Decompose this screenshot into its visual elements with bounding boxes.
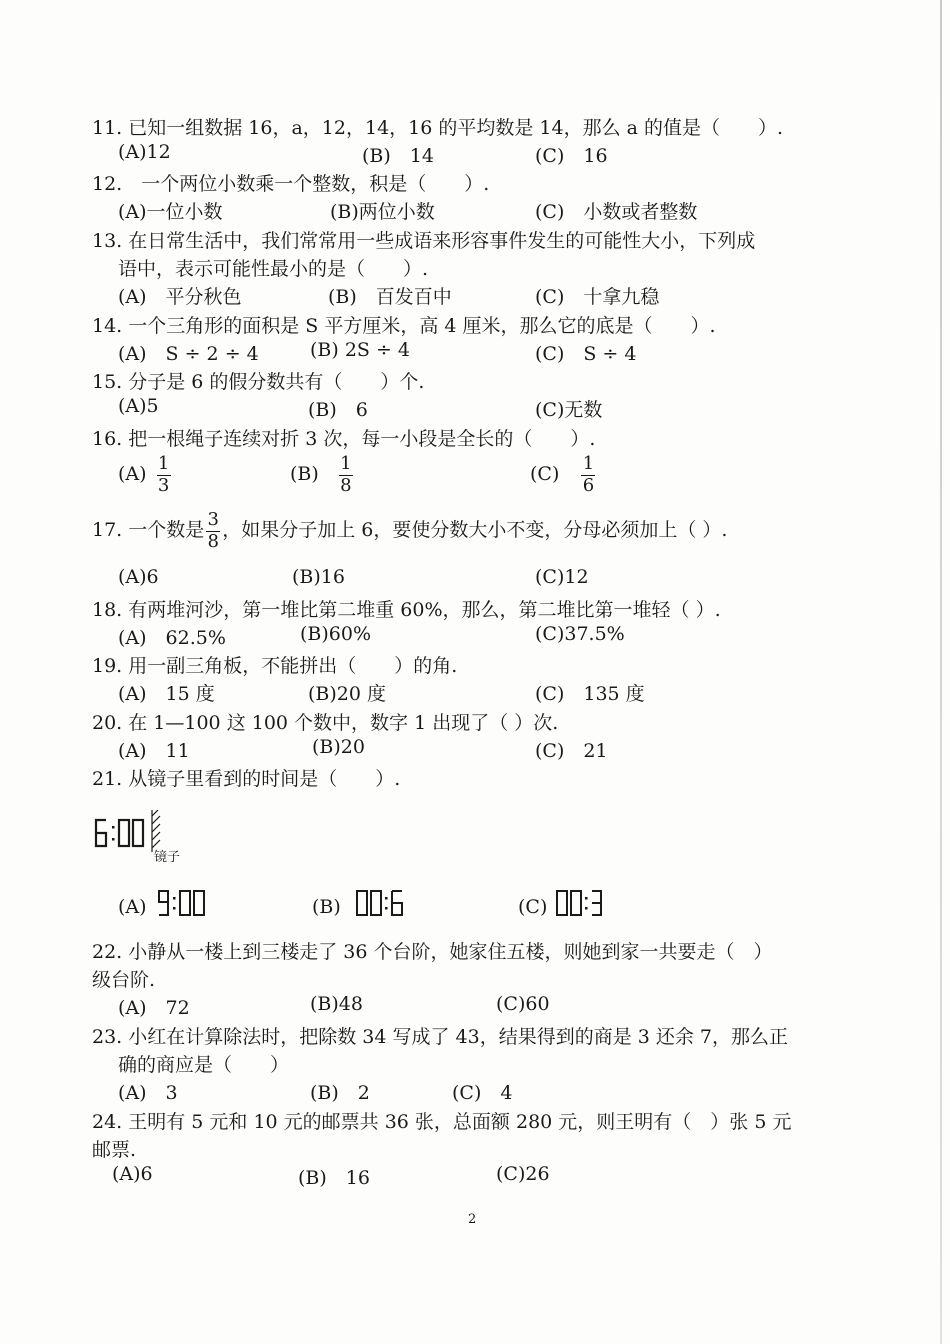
question-13-line2: 语中，表示可能性最小的是（ ）.	[118, 258, 429, 280]
q11-option-a: (A)12	[118, 141, 171, 163]
q16-a-denominator: 3	[157, 474, 170, 496]
q16-option-a-label: (A)	[118, 463, 147, 486]
q14-option-b: (B) 2S ÷ 4	[310, 339, 411, 361]
question-24: 24. 王明有 5 元和 10 元的邮票共 36 张，总面额 280 元，则王明有（ ）张 5 元	[92, 1111, 792, 1133]
q17-text-post: ，如果分子加上 6，要使分数大小不变，分母必须加上（ ）.	[222, 519, 728, 542]
q17-option-b: (B)16	[292, 566, 345, 588]
clock-9-00-icon	[156, 888, 212, 918]
q15-option-c: (C)无数	[535, 399, 603, 421]
q18-option-a: (A) 62.5%	[118, 627, 226, 649]
q24-option-a: (A)6	[112, 1163, 153, 1185]
q16-b-denominator: 8	[340, 474, 352, 496]
q17-option-c: (C)12	[535, 566, 589, 588]
q12-option-c: (C) 小数或者整数	[535, 201, 698, 223]
q22-option-a: (A) 72	[118, 997, 190, 1019]
q17-option-a: (A)6	[118, 566, 159, 588]
question-15: 15. 分子是 6 的假分数共有（ ）个.	[92, 371, 425, 393]
q16-c-denominator: 6	[582, 474, 595, 496]
q21-option-c: (C)	[518, 896, 548, 918]
digital-clock-6-00	[96, 820, 143, 846]
question-16: 16. 把一根绳子连续对折 3 次，每一小段是全长的（ ）.	[92, 428, 596, 450]
q15-option-a: (A)5	[118, 395, 159, 417]
q15-option-b: (B) 6	[308, 399, 368, 421]
q17-fraction	[206, 510, 220, 552]
mirror-label: 镜子	[154, 850, 181, 865]
question-23-line2: 确的商应是（ ）	[118, 1054, 290, 1076]
q16-b-numerator: 1	[340, 453, 352, 474]
q14-option-c: (C) S ÷ 4	[535, 343, 637, 365]
q11-option-c: (C) 16	[535, 145, 608, 167]
q18-option-c: (C)37.5%	[535, 623, 625, 645]
clock-00-9-mirrored-icon	[554, 888, 610, 918]
question-23: 23. 小红在计算除法时，把除数 34 写成了 43，结果得到的商是 3 还余 7，那么正	[92, 1026, 789, 1048]
q19-option-a: (A) 15 度	[118, 683, 215, 705]
q19-option-c: (C) 135 度	[535, 683, 645, 705]
question-17	[92, 510, 727, 552]
q20-option-a: (A) 11	[118, 740, 190, 762]
q20-option-c: (C) 21	[535, 740, 608, 762]
page-edge-shadow	[940, 0, 942, 1344]
q23-option-c: (C) 4	[452, 1082, 513, 1104]
question-20: 20. 在 1—100 这 100 个数中，数字 1 出现了（ ）次.	[92, 712, 559, 734]
q16-fraction-c	[581, 454, 595, 496]
q22-option-b: (B)48	[310, 993, 363, 1015]
q12-option-b: (B)两位小数	[330, 201, 435, 223]
q13-option-c: (C) 十拿九稳	[535, 286, 660, 308]
question-12: 12. 一个两位小数乘一个整数，积是（ ）.	[92, 173, 490, 195]
q17-denominator: 8	[207, 530, 219, 552]
q23-option-b: (B) 2	[310, 1082, 370, 1104]
q16-option-b-label: (B)	[290, 463, 319, 486]
q16-a-numerator: 1	[157, 453, 170, 474]
question-22: 22. 小静从一楼上到三楼走了 36 个台阶，她家住五楼，则她到家一共要走（ ）	[92, 941, 773, 963]
question-22-line2: 级台阶.	[92, 969, 156, 991]
q16-fraction-b	[339, 454, 353, 496]
clock-00-6-icon	[354, 888, 410, 918]
q21-option-b: (B)	[312, 896, 341, 918]
q24-option-b: (B) 16	[298, 1167, 370, 1189]
q24-option-c: (C)26	[496, 1163, 550, 1185]
q16-option-a	[118, 454, 171, 496]
q13-option-a: (A) 平分秋色	[118, 286, 242, 308]
q23-option-a: (A) 3	[118, 1082, 178, 1104]
q16-option-b	[290, 454, 353, 496]
q20-option-b: (B)20	[312, 736, 365, 758]
q18-option-b: (B)60%	[300, 623, 372, 645]
q13-option-b: (B) 百发百中	[328, 286, 452, 308]
q22-option-c: (C)60	[496, 993, 550, 1015]
q16-option-c-label: (C)	[530, 463, 560, 486]
question-21: 21. 从镜子里看到的时间是（ ）.	[92, 768, 401, 790]
q14-option-a: (A) S ÷ 2 ÷ 4	[118, 343, 259, 365]
q16-fraction-a	[157, 454, 171, 496]
question-24-line2: 邮票.	[92, 1139, 137, 1161]
question-19: 19. 用一副三角板，不能拼出（ ）的角.	[92, 655, 458, 677]
q19-option-b: (B)20 度	[308, 683, 387, 705]
q12-option-a: (A)一位小数	[118, 201, 223, 223]
question-11: 11. 已知一组数据 16，a，12，14，16 的平均数是 14，那么 a 的值是（ ）.	[92, 117, 784, 139]
q21-option-a: (A)	[118, 896, 147, 918]
question-13: 13. 在日常生活中，我们常常用一些成语来形容事件发生的可能性大小，下列成	[92, 230, 756, 252]
q17-numerator: 3	[207, 509, 219, 530]
page-number: 2	[468, 1212, 477, 1227]
q16-c-numerator: 1	[582, 453, 595, 474]
q11-option-b: (B) 14	[362, 145, 434, 167]
q17-text-pre: 17. 一个数是	[92, 519, 205, 542]
q16-option-c	[530, 454, 595, 496]
question-14: 14. 一个三角形的面积是 S 平方厘米，高 4 厘米，那么它的底是（ ）.	[92, 315, 716, 337]
question-18: 18. 有两堆河沙，第一堆比第二堆重 60%，那么，第二堆比第一堆轻（ ）.	[92, 599, 721, 621]
